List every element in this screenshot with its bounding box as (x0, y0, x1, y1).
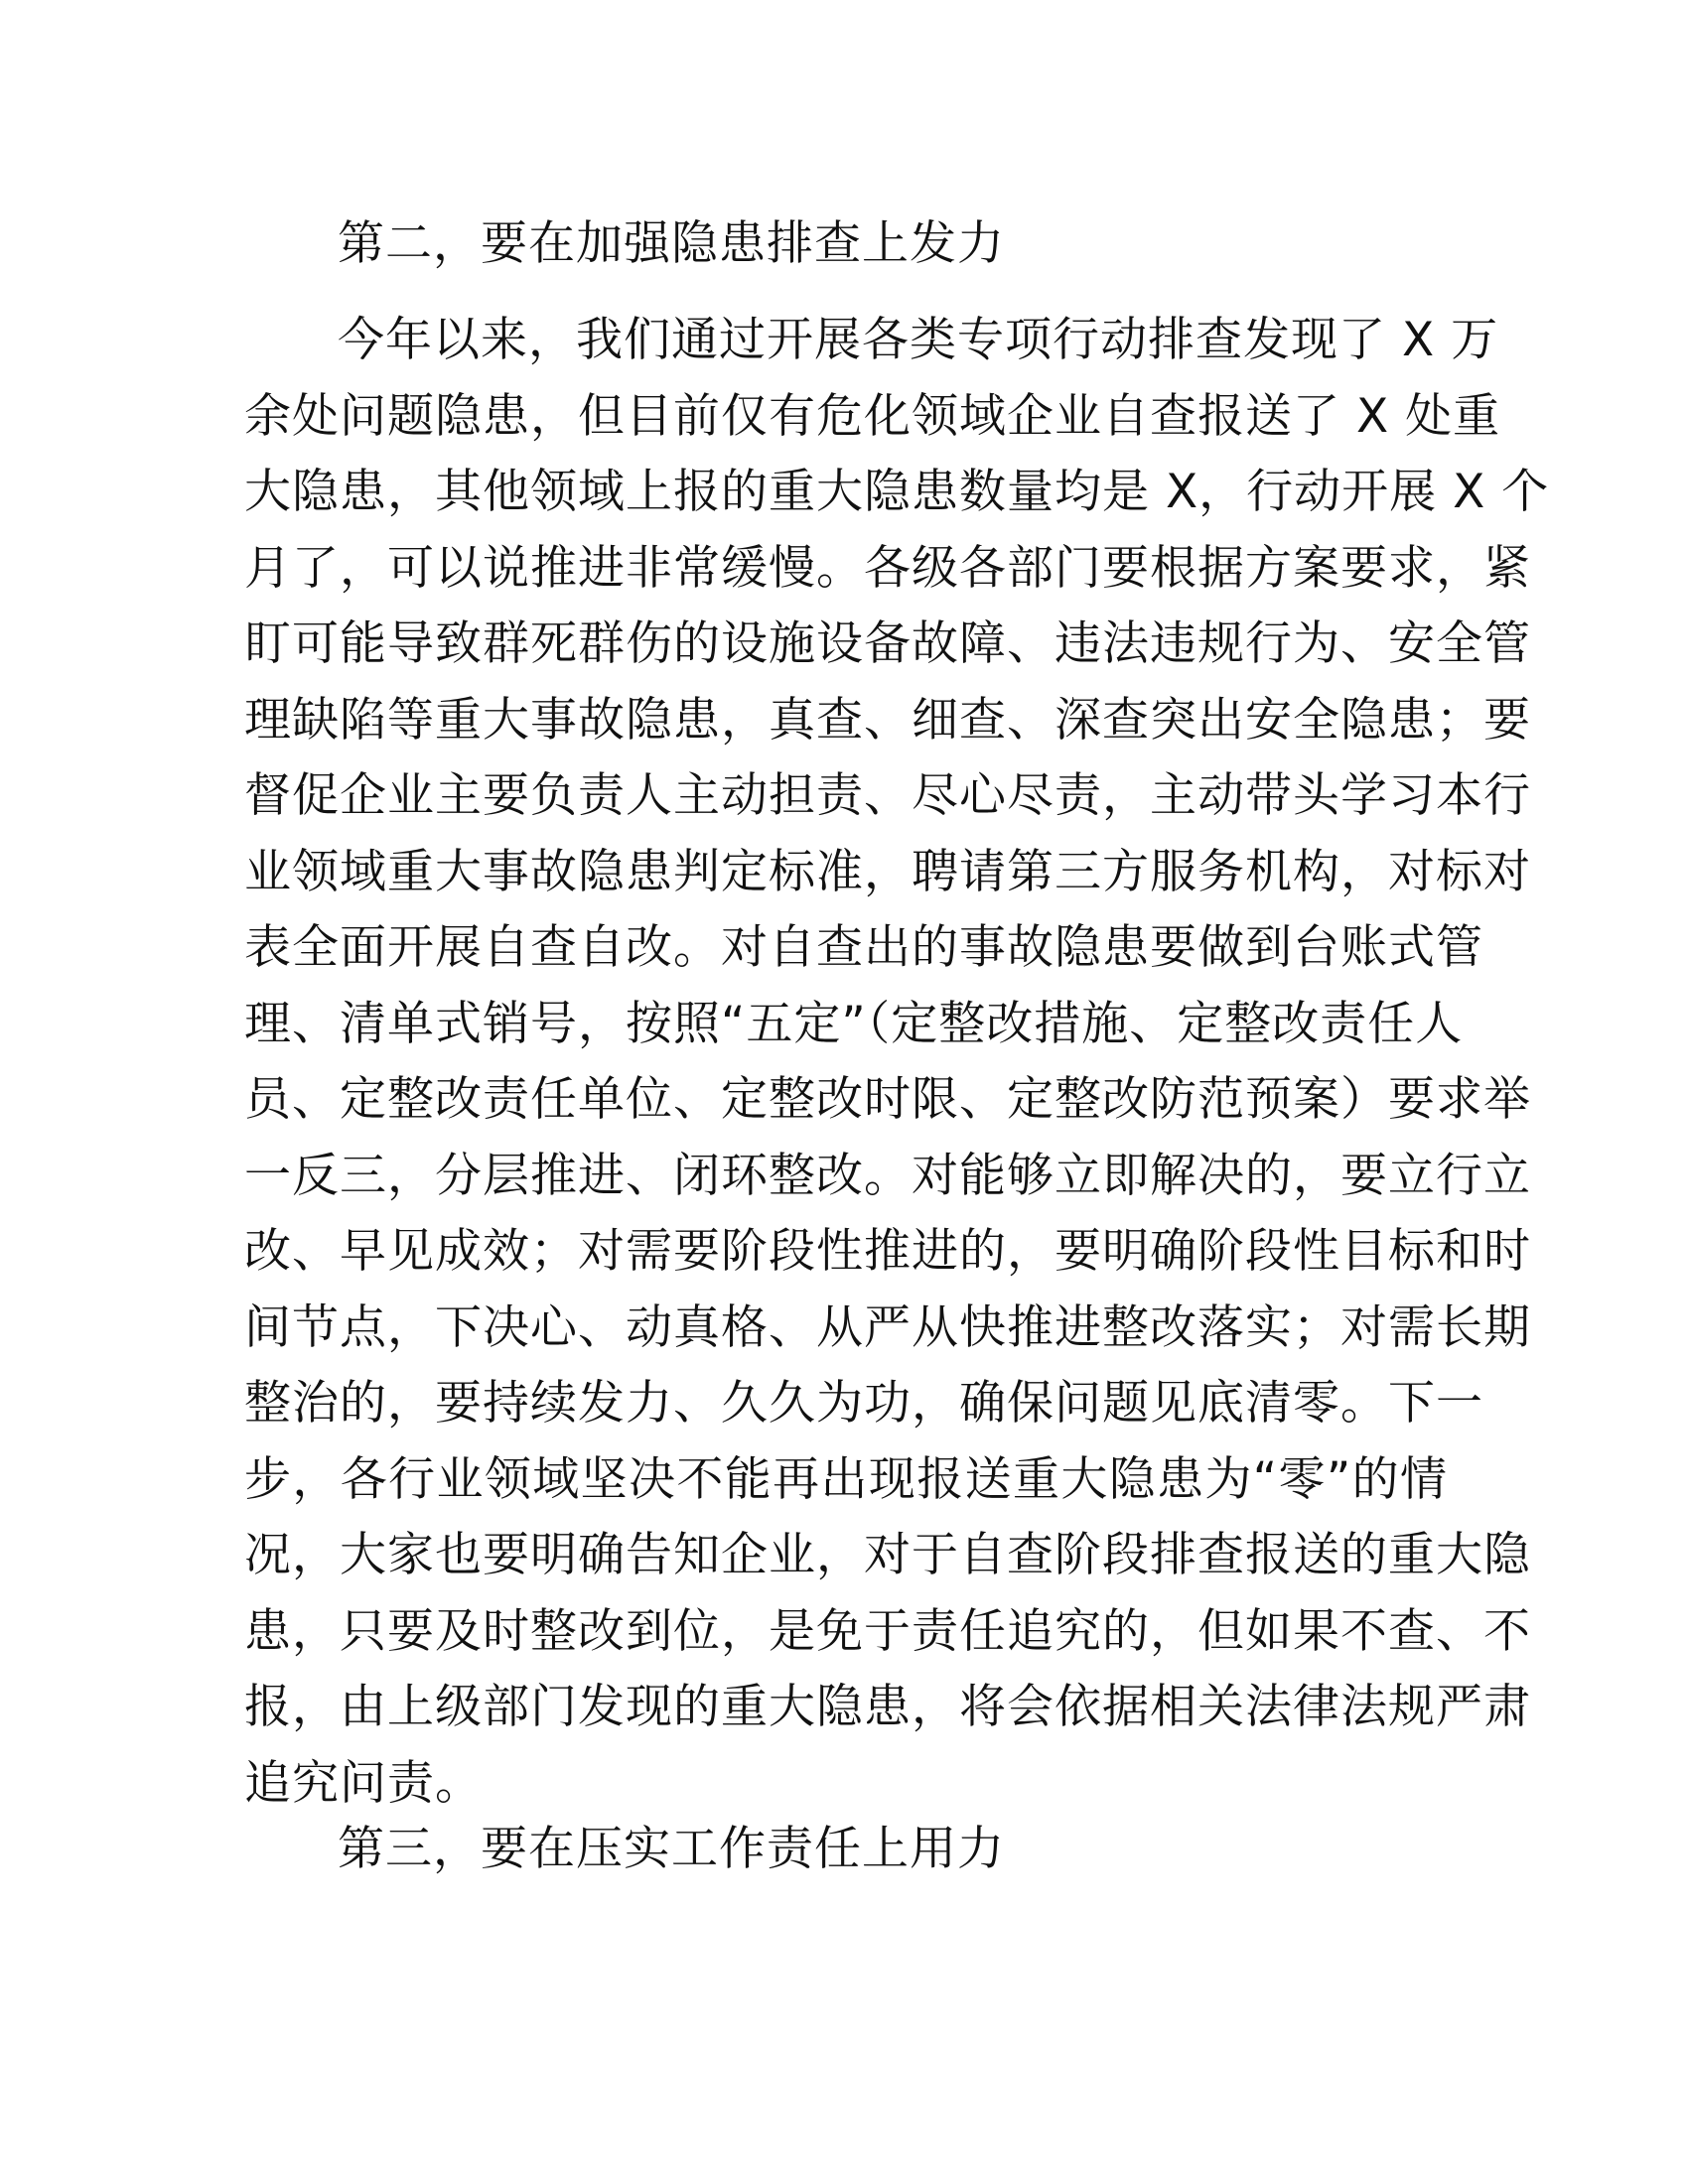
paragraph-line: 报，由上级部门发现的重大隐患，将会依据相关法律法规严肃 (244, 1680, 1531, 1734)
paragraph-line: 今年以来，我们通过开展各类专项行动排查发现了 X 万 (338, 313, 1499, 367)
section-heading-second (244, 206, 1448, 283)
paragraph-line: 患，只要及时整改到位，是免于责任追究的，但如果不查、不 (244, 1603, 1531, 1659)
paragraph-line: 月了，可以说推进非常缓慢。各级各部门要根据方案要求，紧 (244, 540, 1531, 596)
paragraph-line: 表全面开展自查自改。对自查出的事故隐患要做到台账式管 (244, 920, 1483, 975)
paragraph-line: 大隐患，其他领域上报的重大隐患数量均是 X，行动开展 X 个 (244, 465, 1550, 519)
heading-text: 第二，要在加强隐患排查上发力 (338, 216, 1005, 271)
paragraph-line: 督促企业主要负责人主动担责、尽心尽责，主动带头学习本行 (244, 768, 1531, 823)
paragraph-line: 整治的，要持续发力、久久为功，确保问题见底清零。下一 (244, 1376, 1483, 1431)
heading-text: 第三，要在压实工作责任上用力 (338, 1822, 1005, 1876)
paragraph-line: 理、清单式销号，按照“五定”（定整改措施、定整改责任人 (244, 996, 1464, 1051)
paragraph-line: 余处问题隐患，但目前仅有危化领域企业自查报送了 X 处重 (244, 388, 1501, 444)
paragraph-line: 一反三，分层推进、闭环整改。对能够立即解决的，要立行立 (244, 1148, 1531, 1203)
paragraph-line: 间节点，下决心、动真格、从严从快推进整改落实；对需长期 (244, 1299, 1531, 1355)
paragraph-line: 改、早见成效；对需要阶段性推进的，要明确阶段性目标和时 (244, 1224, 1531, 1279)
body-paragraph (244, 303, 1550, 1822)
paragraph-line: 员、定整改责任单位、定整改时限、定整改防范预案）要求举 (244, 1072, 1531, 1127)
paragraph-line: 追究问责。 (244, 1755, 483, 1811)
paragraph-line: 步，各行业领域坚决不能再出现报送重大隐患为“零”的情 (244, 1451, 1448, 1507)
section-heading-third (244, 1812, 1448, 1888)
paragraph-line: 况，大家也要明确告知企业，对于自查阶段排查报送的重大隐 (244, 1528, 1531, 1582)
paragraph-line: 业领域重大事故隐患判定标准，聘请第三方服务机构，对标对 (244, 844, 1531, 899)
paragraph-line: 盯可能导致群死群伤的设施设备故障、违法违规行为、安全管 (244, 616, 1531, 671)
paragraph-line: 理缺陷等重大事故隐患，真查、细查、深查突出安全隐患；要 (244, 692, 1531, 748)
